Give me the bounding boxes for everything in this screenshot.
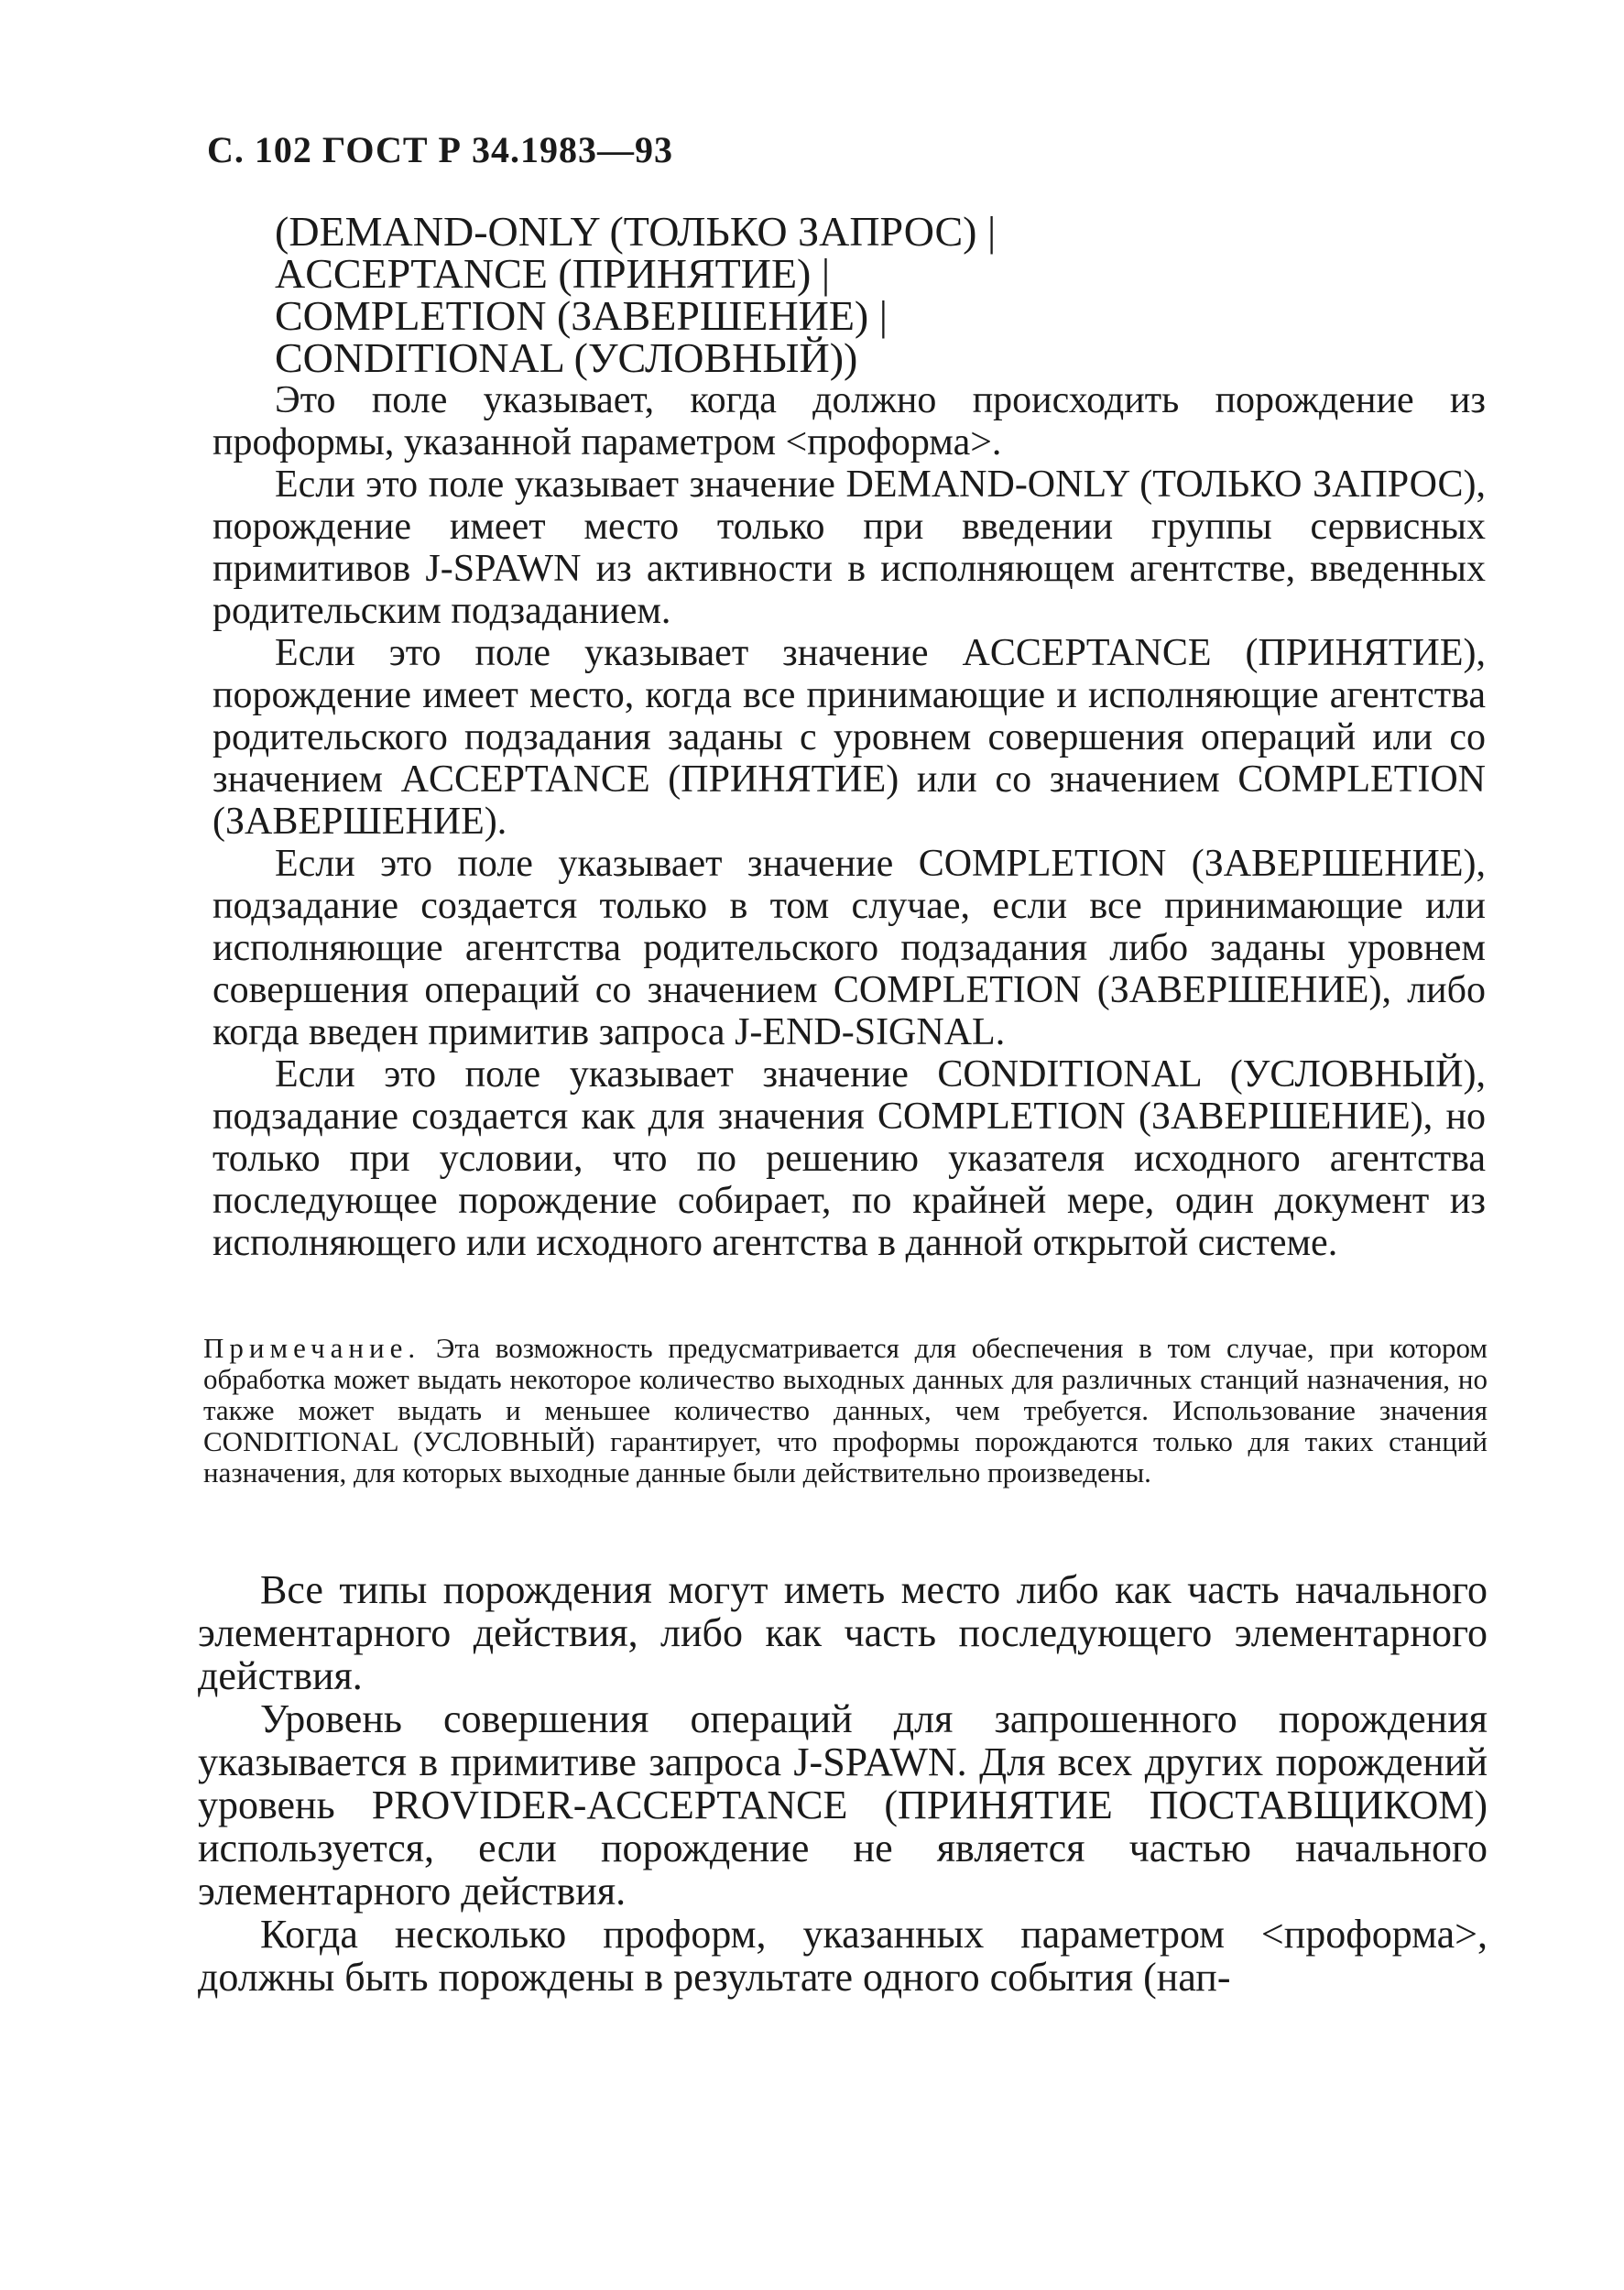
paragraph: Когда несколько проформ, указанных параметром <проформа>, должны быть порождены в результате одного события (нап- (198, 1912, 1488, 2000)
list-item: ACCEPTANCE (ПРИНЯТИЕ) | (275, 250, 831, 297)
note-block (203, 1333, 1488, 1488)
note-lead: Примечание. (203, 1332, 421, 1364)
page-header: С. 102 ГОСТ Р 34.1983—93 (207, 129, 673, 170)
paragraph: Уровень совершения операций для запрошенного порождения указывается в примитиве запроса J-SPAWN. Для всех других порождений уровень PROVIDER-ACCEPTANCE (ПРИНЯТИЕ ПОСТАВЩИКОМ) используется, если порождение не является частью начального элементарного действия. (198, 1696, 1488, 1914)
list-item: COMPLETION (ЗАВЕРШЕНИЕ) | (275, 292, 888, 339)
body-text (213, 379, 1486, 1264)
list-item: CONDITIONAL (УСЛОВНЫЙ)) (275, 334, 858, 381)
body-text-after (198, 1568, 1488, 1999)
paragraph: Если это поле указывает значение DEMAND-ONLY (ТОЛЬКО ЗАПРОС), порождение имеет место только при введении группы сервисных примитивов J-SPAWN из активности в исполняющем агентстве, введенных родительским подзаданием. (213, 463, 1486, 632)
paragraph: Если это поле указывает значение COMPLETION (ЗАВЕРШЕНИЕ), подзадание создается только в том случае, если все принимающие или исполняющие агентства родительского подзадания либо заданы уровнем совершения операций со значением COMPLETION (ЗАВЕРШЕНИЕ), либо когда введен примитив запроса J-END-SIGNAL. (213, 843, 1486, 1053)
note (203, 1333, 1488, 1488)
paragraph: Это поле указывает, когда должно происходить порождение из проформы, указанной параметром <проформа>. (213, 379, 1486, 463)
paragraph: Если это поле указывает значение ACCEPTANCE (ПРИНЯТИЕ), порождение имеет место, когда все принимающие и исполняющие агентства родительского подзадания заданы с уровнем совершения операций или со значением ACCEPTANCE (ПРИНЯТИЕ) или со значением COMPLETION (ЗАВЕРШЕНИЕ). (213, 632, 1486, 843)
paragraph: Все типы порождения могут иметь место либо как часть начального элементарного действия, либо как часть последующего элементарного действия. (198, 1567, 1488, 1698)
values-list (275, 208, 997, 381)
note-text: Эта возможность предусматривается для обеспечения в том случае, при котором обработка может выдать некоторое количество выходных данных для различных станций назначения, но также может выдать и меньшее количество данных, чем требуется. Использование значения CONDITIONAL (УСЛОВНЫЙ) гарантирует, что проформы порождаются только для таких станций назначения, для которых выходные данные были действительно произведены. (203, 1332, 1488, 1488)
paragraph: Если это поле указывает значение CONDITIONAL (УСЛОВНЫЙ), подзадание создается как для значения COMPLETION (ЗАВЕРШЕНИЕ), но только при условии, что по решению указателя исходного агентства последующее порождение собирает, по крайней мере, один документ из исполняющего или исходного агентства в данной открытой системе. (213, 1053, 1486, 1264)
list-item: (DEMAND-ONLY (ТОЛЬКО ЗАПРОС) | (275, 208, 997, 255)
